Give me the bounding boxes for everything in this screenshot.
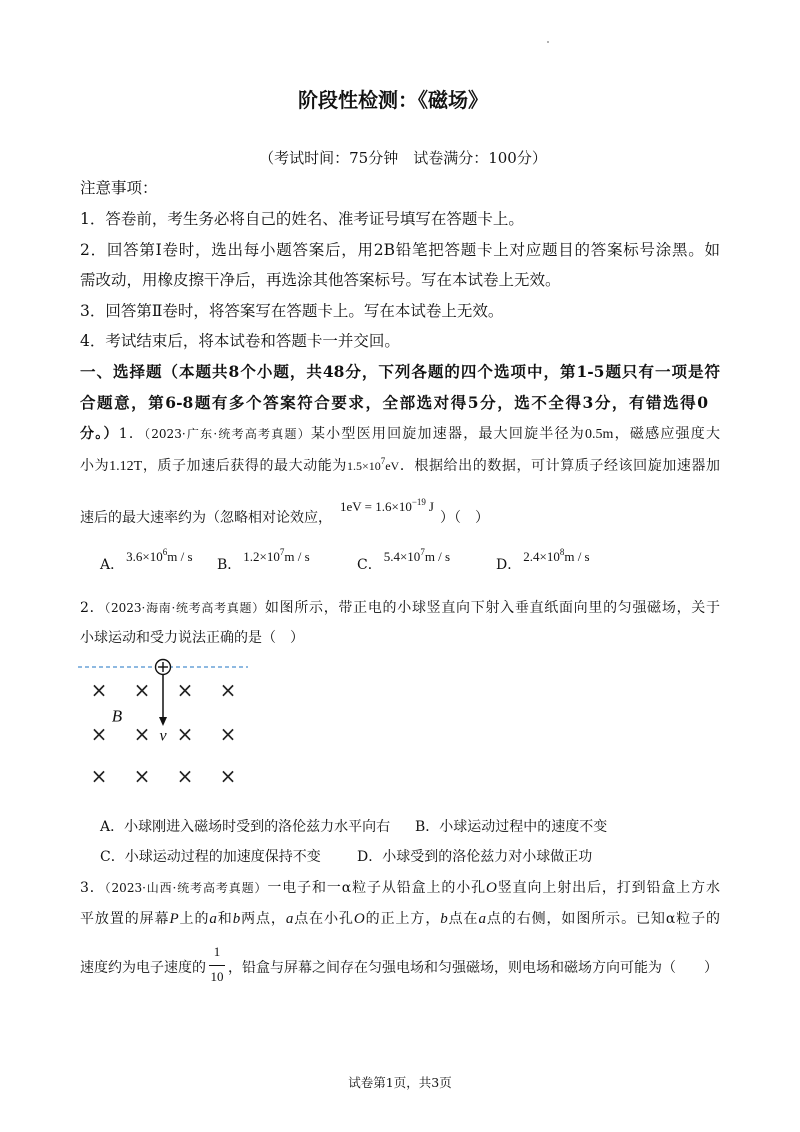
fraction-denominator: 10 [210,969,224,984]
q3-var-b: b [232,911,241,927]
q3-text: 一电子和一α粒子从铅盒上的小孔 [267,880,486,896]
option-label: B． [217,557,242,573]
q3-var-o: O [353,911,365,927]
q3-line-3 [80,944,718,984]
option-exponent: 7 [279,547,285,557]
option-value [243,549,309,564]
q1-option-a [100,547,193,573]
field-cross: × [133,678,151,702]
option-label: A． [100,557,125,573]
option-value [523,549,589,564]
option-value [126,549,192,564]
field-cross: × [219,764,237,788]
field-cross: × [219,678,237,702]
q3-fraction [206,944,228,984]
q3-text: 和 [216,911,233,927]
q3-var-o: O [486,880,497,896]
q3-source: （2023·山西·统考高考真题） [104,881,268,895]
q1-text: 小为 [80,458,110,474]
exam-info: （考试时间：75分钟 试卷满分：100分） [259,149,547,167]
q3-text: 平放置的屏幕 [80,911,170,927]
q3-text: 点在小孔 [293,911,354,927]
notes-heading: 注意事项： [80,179,158,197]
fraction-numerator: 1 [213,944,221,959]
q1-text: 速后的最大速率约为（忽略相对论效应， [80,510,332,526]
q2-option-a: A．小球刚进入磁场时受到的洛伦兹力水平向右 [100,819,391,835]
q3-text: 速度约为电子速度的 [80,960,206,976]
field-label-b: B [111,706,123,726]
page-footer: 试卷第1页，共3页 [348,1075,452,1090]
option-exponent: 7 [420,547,425,557]
q1-text: ，磁感应强度大 [613,426,721,442]
option-exponent: 6 [162,547,168,557]
q1-formula-unit: J [428,499,434,514]
q1-energy-base: 1.5×10 [346,459,381,473]
q1-energy-value [346,456,400,473]
field-cross: × [90,722,108,746]
option-unit: m / s [424,549,451,564]
option-exponent: 8 [559,547,565,557]
q1-number: 1． [118,426,145,442]
q3-var-a: a [478,911,486,927]
q3-line-2 [80,909,720,929]
section-heading-line-3: 分。） [80,426,119,442]
q1-text: 某小型医用回旋加速器，最大回旋半径为 [310,426,586,442]
q3-text: 点在 [447,911,479,927]
option-value [384,549,450,564]
q1-energy-unit: eV [385,459,400,473]
q2-number: 2． [80,600,105,616]
velocity-label-v: v [159,727,167,745]
q3-var-p: P [169,911,179,927]
note-item-1: 1．答卷前，考生务必将自己的姓名、准考证号填写在答题卡上。 [80,210,524,228]
q1-text: ，质子加速后获得的最大动能为 [142,458,347,474]
q1-option-b [217,547,310,573]
q1-line-2 [80,456,720,477]
page-dot [547,41,549,43]
page-title: 阶段性检测：《磁场》 [298,88,488,112]
section-heading-line-2: 合题意，第6-8题有多个答案符合要求，全部选对得5分，选不全得3分，有错选得0 [80,393,708,412]
section-heading-line-1: 一、选择题（本题共8个小题，共48分，下列各题的四个选项中，第1-5题只有一项是符 [80,362,720,381]
q1-source: （2023·广东·统考高考真题） [144,427,311,441]
q3-text: 的正上方， [364,911,441,927]
option-base: 5.4×10 [383,549,421,564]
field-cross: × [176,764,194,788]
q2-option-c: C．小球运动过程的加速度保持不变 [100,849,321,865]
field-cross: × [90,764,108,788]
option-base: 3.6×10 [126,549,163,564]
note-item-4: 4．考试结束后，将本试卷和答题卡一并交回。 [80,332,400,350]
option-base: 2.4×10 [523,549,560,564]
q1-energy-exponent: 7 [380,456,386,466]
field-cross: × [176,678,194,702]
option-unit: m / s [564,549,590,564]
q3-var-a: a [285,911,294,927]
field-cross: × [219,722,237,746]
q3-text: 竖直向上射出后，打到铅盒上方水 [496,880,721,896]
q3-text: 点的右侧，如图所示。已知α粒子的 [485,911,721,927]
q3-line-1 [80,878,720,898]
q3-var-a: a [209,911,217,927]
option-unit: m / s [167,549,193,564]
q3-text: 上的 [178,911,210,927]
q2-option-b: B．小球运动过程中的速度不变 [415,819,608,835]
q1-field-value: 1.12T [109,459,143,474]
field-cross: × [133,722,151,746]
field-cross: × [176,722,194,746]
q3-var-b: b [440,911,448,927]
q1-answer-blank: ）（ ） [439,510,489,526]
option-base: 1.2×10 [243,549,280,564]
q1-formula-exponent: −19 [411,497,426,507]
q1-option-c [357,547,451,573]
option-unit: m / s [284,549,310,564]
note-item-2-continued: 需改动，用橡皮擦干净后，再选涂其他答案标号。写在本试卷上无效。 [80,271,561,289]
q1-line-1 [80,424,720,445]
q2-source: （2023·海南·统考高考真题） [104,601,265,615]
q2-text: 如图所示，带正电的小球竖直向下射入垂直纸面向里的匀强磁场，关于 [264,600,720,616]
field-cross: × [133,764,151,788]
positive-charge-icon [156,660,171,675]
q2-option-d: D．小球受到的洛伦兹力对小球做正功 [357,849,593,865]
option-label: D． [496,557,522,573]
note-item-2: 2．回答第Ⅰ卷时，选出每小题答案后，用2B铅笔把答题卡上对应题目的答案标号涂黑。如 [80,241,720,259]
q1-radius-value: 0.5m [585,427,614,442]
q1-ev-formula [340,499,434,514]
fraction-bar [209,965,225,966]
option-label: C． [357,557,382,573]
q2-line-1 [80,598,720,618]
velocity-arrow-icon [159,675,167,726]
q2-line-2: 小球运动和受力说法正确的是（ ） [80,630,304,646]
q1-text: ．根据给出的数据，可计算质子经该回旋加速器加 [399,458,721,474]
q3-number: 3． [80,880,105,896]
q3-text: 两点， [240,911,286,927]
q2-magnetic-field-figure [70,655,260,790]
note-item-3: 3．回答第Ⅱ卷时，将答案写在答题卡上。写在本试卷上无效。 [80,302,504,320]
q1-formula-base: 1eV = 1.6×10 [340,499,412,514]
q3-text: ，铅盒与屏幕之间存在匀强电场和匀强磁场，则电场和磁场方向可能为（ ） [228,960,718,976]
q1-option-d [496,547,590,573]
field-cross: × [90,678,108,702]
